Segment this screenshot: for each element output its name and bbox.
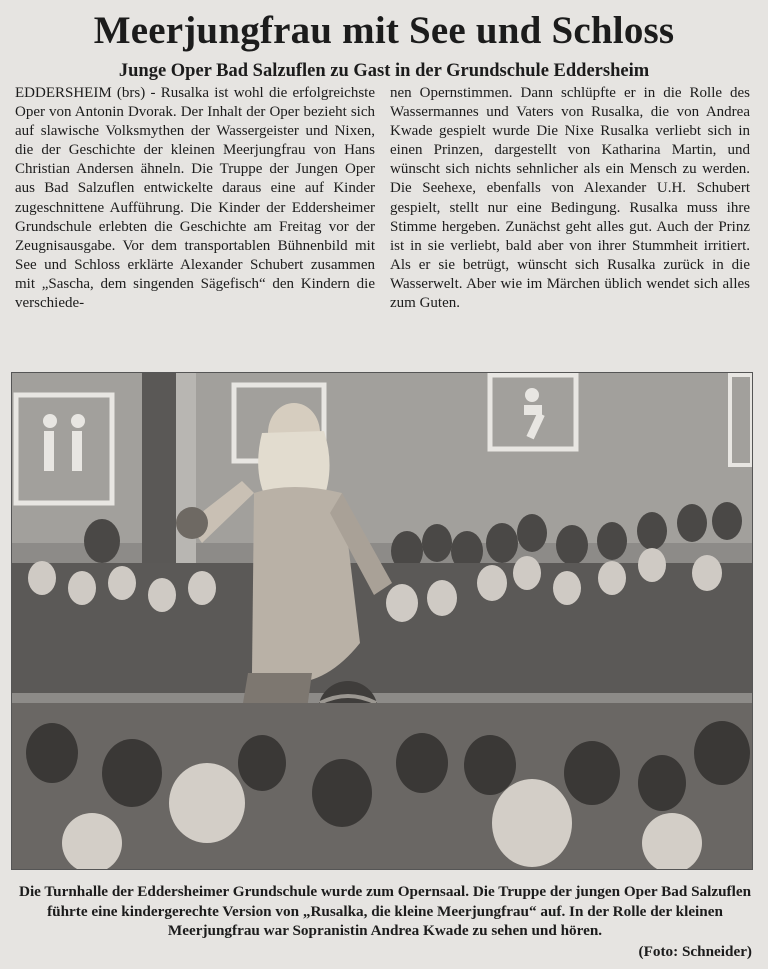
article-column-left bbox=[15, 84, 375, 354]
article-column-right bbox=[390, 84, 750, 354]
photo-credit: (Foto: Schneider) bbox=[638, 943, 752, 960]
dateline: EDDERSHEIM (brs) bbox=[15, 85, 146, 101]
photo-caption: Die Turnhalle der Eddersheimer Grundschule wurde zum Opernsaal. Die Truppe der jungen Oper Bad Salzuflen führte eine kindergerechte Version von „Rusalka, die kleine Meerjungfrau“ auf. In der Rolle der kleinen Meerjungfrau war Sopranistin Andrea Kwade zu sehen und hören. bbox=[18, 883, 752, 939]
subheadline: Junge Oper Bad Salzuflen zu Gast in der Grundschule Eddersheim bbox=[118, 61, 650, 81]
article-body-right: nen Opernstimmen. Dann schlüpfte er in die Rolle des Wassermannes und Vaters von Rusalka, die von Andrea Kwade gespielt wurde Die Nixe Rusalka verliebt sich in einen Prinzen, dargestellt von Katharina Martin, und wünscht sich nichts sehnlicher als ein Mensch zu werden. Die Seehexe, ebenfalls von Alexander U.H. Schubert gespielt, stellt nur eine Bedingung. Rusalka muss ihre Stimme hergeben. Zunächst geht alles gut. Auch der Prinz ist in sie verliebt, bald aber von ihrer Stummheit irritiert. Als er sie betrügt, wünscht sich Rusalka zurück in die Wasserwelt. Aber wie im Märchen üblich wendet sich alles zum Guten. bbox=[390, 85, 750, 312]
headline: Meerjungfrau mit See und Schloss bbox=[93, 9, 675, 52]
article-photo bbox=[11, 372, 753, 870]
article-body-left: - Rusalka ist wohl die erfolgreichste Oper von Antonin Dvorak. Der Inhalt der Oper bezieht sich auf slawische Volksmythen der Wassergeister und Nixen, die der Geschichte der kleinen Meerjungfrau von Hans Christian Andersen ähneln. Die Truppe der Jungen Oper aus Bad Salzuflen entwickelte daraus eine auf Kinder zugeschnittene Aufführung. Die Kinder der Eddersheimer Grundschule erlebten die Geschichte am Freitag vor der Zeugnisausgabe. Vor dem transportablen Bühnenbild mit See und Schloss erklärte Alexander Schubert zusammen mit „Sascha, dem singenden Sägefisch“ den Kindern die verschiede- bbox=[15, 85, 375, 312]
